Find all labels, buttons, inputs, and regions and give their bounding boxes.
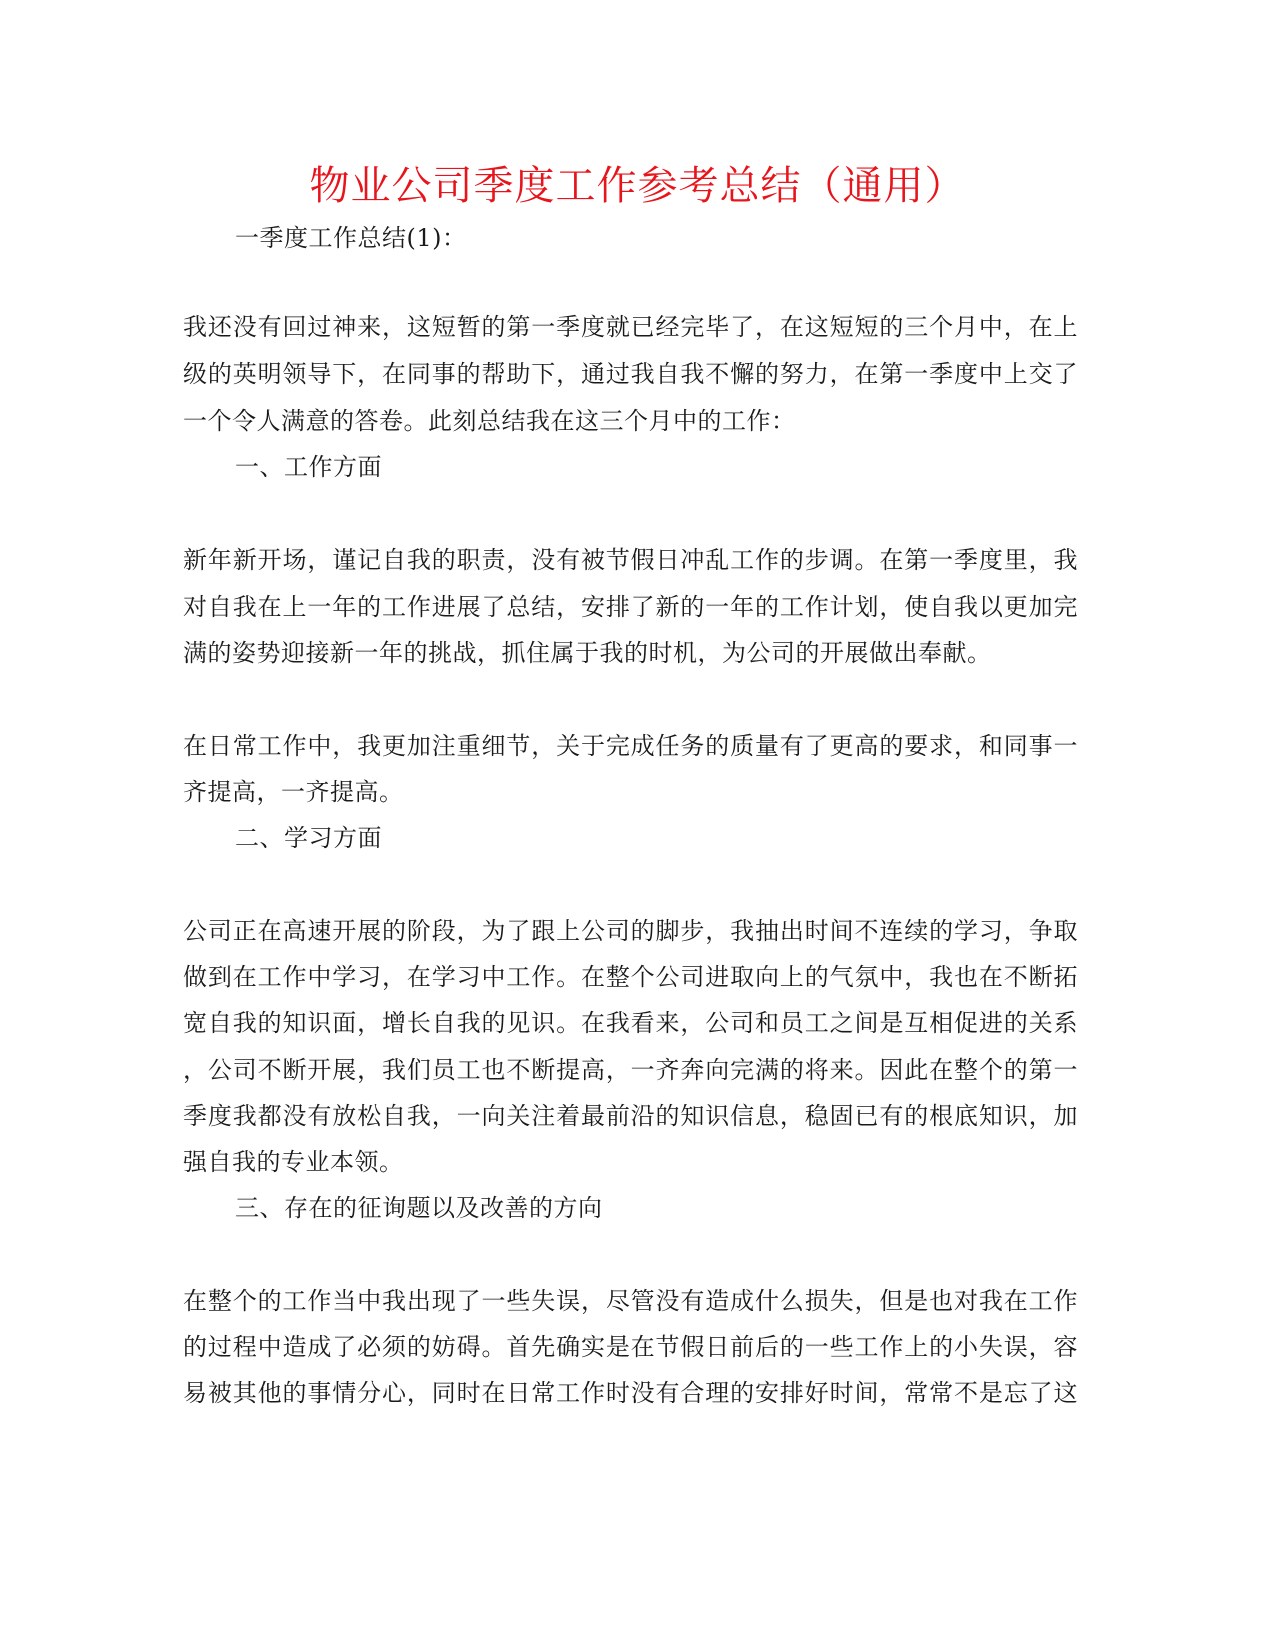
paragraph-line: 公司正在高速开展的阶段，为了跟上公司的脚步，我抽出时间不连续的学习，争取	[183, 917, 1078, 945]
paragraph-line: 季度我都没有放松自我，一向关注着最前沿的知识信息，稳固已有的根底知识，加	[183, 1102, 1078, 1130]
paragraph-line: 我还没有回过神来，这短暂的第一季度就已经完毕了，在这短短的三个月中，在上	[183, 313, 1078, 341]
paragraph-line: 强自我的专业本领。	[183, 1148, 404, 1176]
section-heading: 三、存在的征询题以及改善的方向	[235, 1194, 603, 1222]
paragraph-line: 一个令人满意的答卷。此刻总结我在这三个月中的工作：	[183, 407, 796, 435]
paragraph-line: 齐提高，一齐提高。	[183, 778, 404, 806]
paragraph-line: 易被其他的事情分心，同时在日常工作时没有合理的安排好时间，常常不是忘了这	[183, 1379, 1078, 1407]
paragraph-line: 级的英明领导下，在同事的帮助下，通过我自我不懈的努力，在第一季度中上交了	[183, 360, 1078, 388]
paragraph-line: 在日常工作中，我更加注重细节，关于完成任务的质量有了更高的要求，和同事一	[183, 732, 1078, 760]
paragraph-line: 宽自我的知识面，增长自我的见识。在我看来，公司和员工之间是互相促进的关系	[183, 1009, 1078, 1037]
section-heading: 一、工作方面	[235, 453, 382, 481]
section-subtitle: 一季度工作总结(1)：	[235, 224, 467, 252]
paragraph-line: 在整个的工作当中我出现了一些失误，尽管没有造成什么损失，但是也对我在工作	[183, 1287, 1078, 1315]
paragraph-line: ，公司不断开展，我们员工也不断提高，一齐奔向完满的将来。因此在整个的第一	[183, 1056, 1078, 1084]
paragraph-line: 做到在工作中学习，在学习中工作。在整个公司进取向上的气氛中，我也在不断拓	[183, 963, 1078, 991]
paragraph-line: 的过程中造成了必须的妨碍。首先确实是在节假日前后的一些工作上的小失误，容	[183, 1333, 1078, 1361]
paragraph-line: 新年新开场，谨记自我的职责，没有被节假日冲乱工作的步调。在第一季度里，我	[183, 546, 1078, 574]
paragraph-line: 满的姿势迎接新一年的挑战，抓住属于我的时机，为公司的开展做出奉献。	[183, 639, 992, 667]
section-heading: 二、学习方面	[235, 824, 382, 852]
document-title: 物业公司季度工作参考总结（通用）	[309, 163, 966, 209]
paragraph-line: 对自我在上一年的工作进展了总结，安排了新的一年的工作计划，使自我以更加完	[183, 593, 1078, 621]
